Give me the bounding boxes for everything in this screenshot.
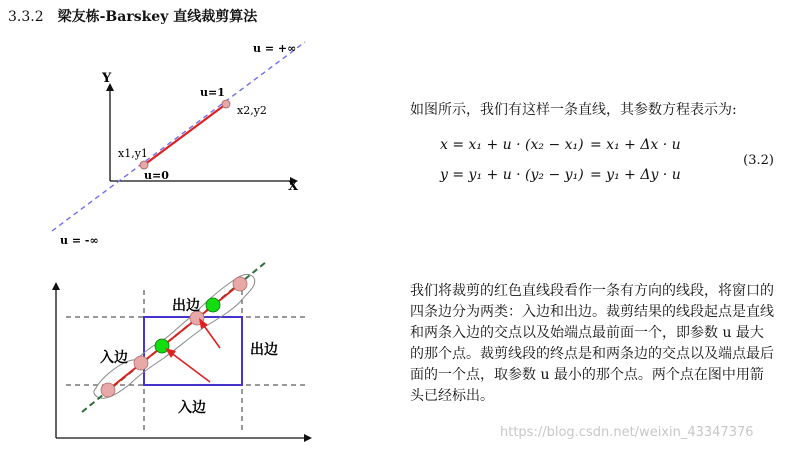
end-point xyxy=(222,100,230,108)
y-axis-label: Y xyxy=(102,71,112,86)
label-exit-right: 出边 xyxy=(250,342,278,358)
equation-y-rhs: = y₁ + Δy · u xyxy=(590,167,681,183)
explanation-paragraph: 我们将裁剪的红色直线段看作一条有方向的线段，将窗口的四条边分为两类：入边和出边。裁剪结果的线段起点是直线和两条入边的交点以及始端点最前面一个，即参数 u 最大的那个点。裁剪线段的终点是和两条边的交点以及端点最后面的一个点，取参数 u 最小的那个点。两个点在图中用箭头已经标出。 xyxy=(410,283,774,404)
equation-block xyxy=(440,137,780,187)
section-title: 梁友栋-Barskey 直线裁剪算法 xyxy=(57,9,258,25)
x-axis-label: X xyxy=(288,179,299,194)
section-heading xyxy=(8,6,257,26)
parametric-line-figure xyxy=(40,36,320,251)
u-plus-infinity-label: u = +∞ xyxy=(253,42,297,55)
equation-y xyxy=(440,167,681,183)
fig2-x-arrow-icon xyxy=(304,434,312,442)
label-enter-bottom: 入边 xyxy=(178,400,206,416)
u-one-label: u=1 xyxy=(200,86,225,99)
left-edge-intersection xyxy=(134,356,148,370)
clip-end-green-point xyxy=(206,298,220,312)
equation-x-rhs: = x₁ + Δx · u xyxy=(590,137,681,153)
point1-label: x1,y1 xyxy=(118,147,148,160)
segment-end-point xyxy=(233,277,247,291)
u-zero-label: u=0 xyxy=(144,169,169,182)
intro-text: 如图所示，我们有这样一条直线，其参数方程表示为: xyxy=(410,102,737,118)
equation-y-lhs: y = y₁ + u · (y₂ − y₁) xyxy=(440,167,584,183)
point2-label: x2,y2 xyxy=(237,104,267,117)
start-point xyxy=(140,161,148,169)
clipping-window-figure xyxy=(44,250,324,446)
equation-number: (3.2) xyxy=(743,153,774,168)
equation-x-lhs: x = x₁ + u · (x₂ − x₁) xyxy=(440,137,584,153)
arrow-to-start-line xyxy=(170,352,210,382)
line-segment xyxy=(144,104,226,165)
u-minus-infinity-label: u = -∞ xyxy=(60,234,99,247)
infinite-line xyxy=(52,42,305,231)
section-number: 3.3.2 xyxy=(8,9,44,25)
equation-x xyxy=(440,137,681,153)
fig2-y-arrow-icon xyxy=(52,282,60,290)
label-enter-left: 入边 xyxy=(100,350,128,366)
watermark: https://blog.csdn.net/weixin_43347376 xyxy=(500,425,754,440)
label-exit-top: 出边 xyxy=(172,298,200,314)
segment-start-point xyxy=(101,383,115,397)
